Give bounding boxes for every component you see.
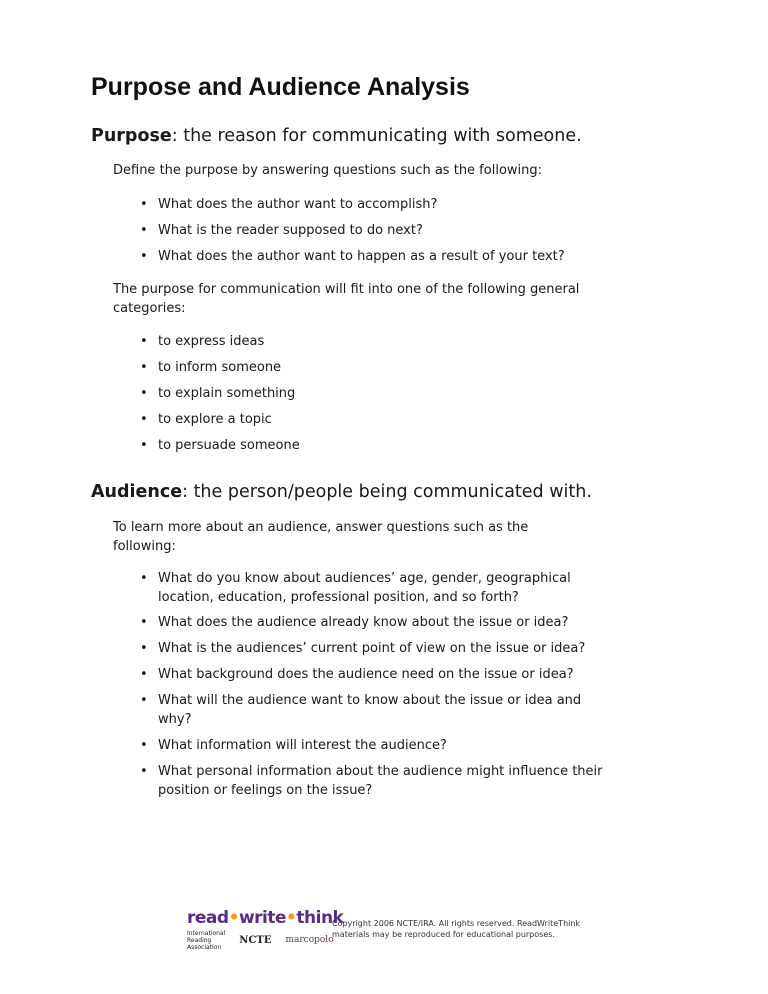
audience-definition: : the person/people being communicated with. <box>182 482 592 502</box>
bullet-icon: • <box>140 249 148 264</box>
audience-intro-line-1: To learn more about an audience, answer questions such as the <box>113 520 529 535</box>
purpose-intro: Define the purpose by answering questions such as the following: <box>113 163 543 178</box>
categories-intro-line-2: categories: <box>113 301 186 316</box>
bullet-icon: • <box>140 571 148 586</box>
audience-term: Audience <box>91 482 183 502</box>
audience-heading <box>91 481 592 503</box>
copyright-line-2: materials may be reproduced for educational purposes. <box>332 930 555 939</box>
bullet-icon: • <box>140 334 148 349</box>
ira-logo: International Reading Association <box>187 930 226 951</box>
bullet-icon: • <box>140 197 148 212</box>
bullet-icon: • <box>140 667 148 682</box>
copyright-line-1: Copyright 2006 NCTE/IRA. All rights reserved. ReadWriteThink <box>332 919 581 928</box>
purpose-heading <box>91 125 582 147</box>
bullet-icon: • <box>140 693 148 708</box>
partner-logos <box>187 930 334 951</box>
page-title: Purpose and Audience Analysis <box>91 73 470 101</box>
purpose-term: Purpose <box>91 126 172 146</box>
bullet-icon: • <box>140 438 148 453</box>
bullet-icon: • <box>140 412 148 427</box>
bullet-icon: • <box>140 764 148 779</box>
readwritethink-wordmark: read•write•think <box>187 908 344 928</box>
copyright-notice <box>332 918 580 940</box>
ncte-logo: NCTE <box>239 935 272 946</box>
bullet-icon: • <box>140 223 148 238</box>
marcopolo-logo: marcopolo <box>285 935 334 945</box>
bullet-icon: • <box>140 360 148 375</box>
audience-intro-line-2: following: <box>113 539 176 554</box>
bullet-icon: • <box>140 738 148 753</box>
bullet-icon: • <box>140 641 148 656</box>
readwritethink-logo <box>187 908 344 951</box>
categories-intro-line-1: The purpose for communication will fit into one of the following general <box>113 282 580 297</box>
bullet-icon: • <box>140 615 148 630</box>
bullet-icon: • <box>140 386 148 401</box>
purpose-definition: : the reason for communicating with someone. <box>171 126 582 146</box>
